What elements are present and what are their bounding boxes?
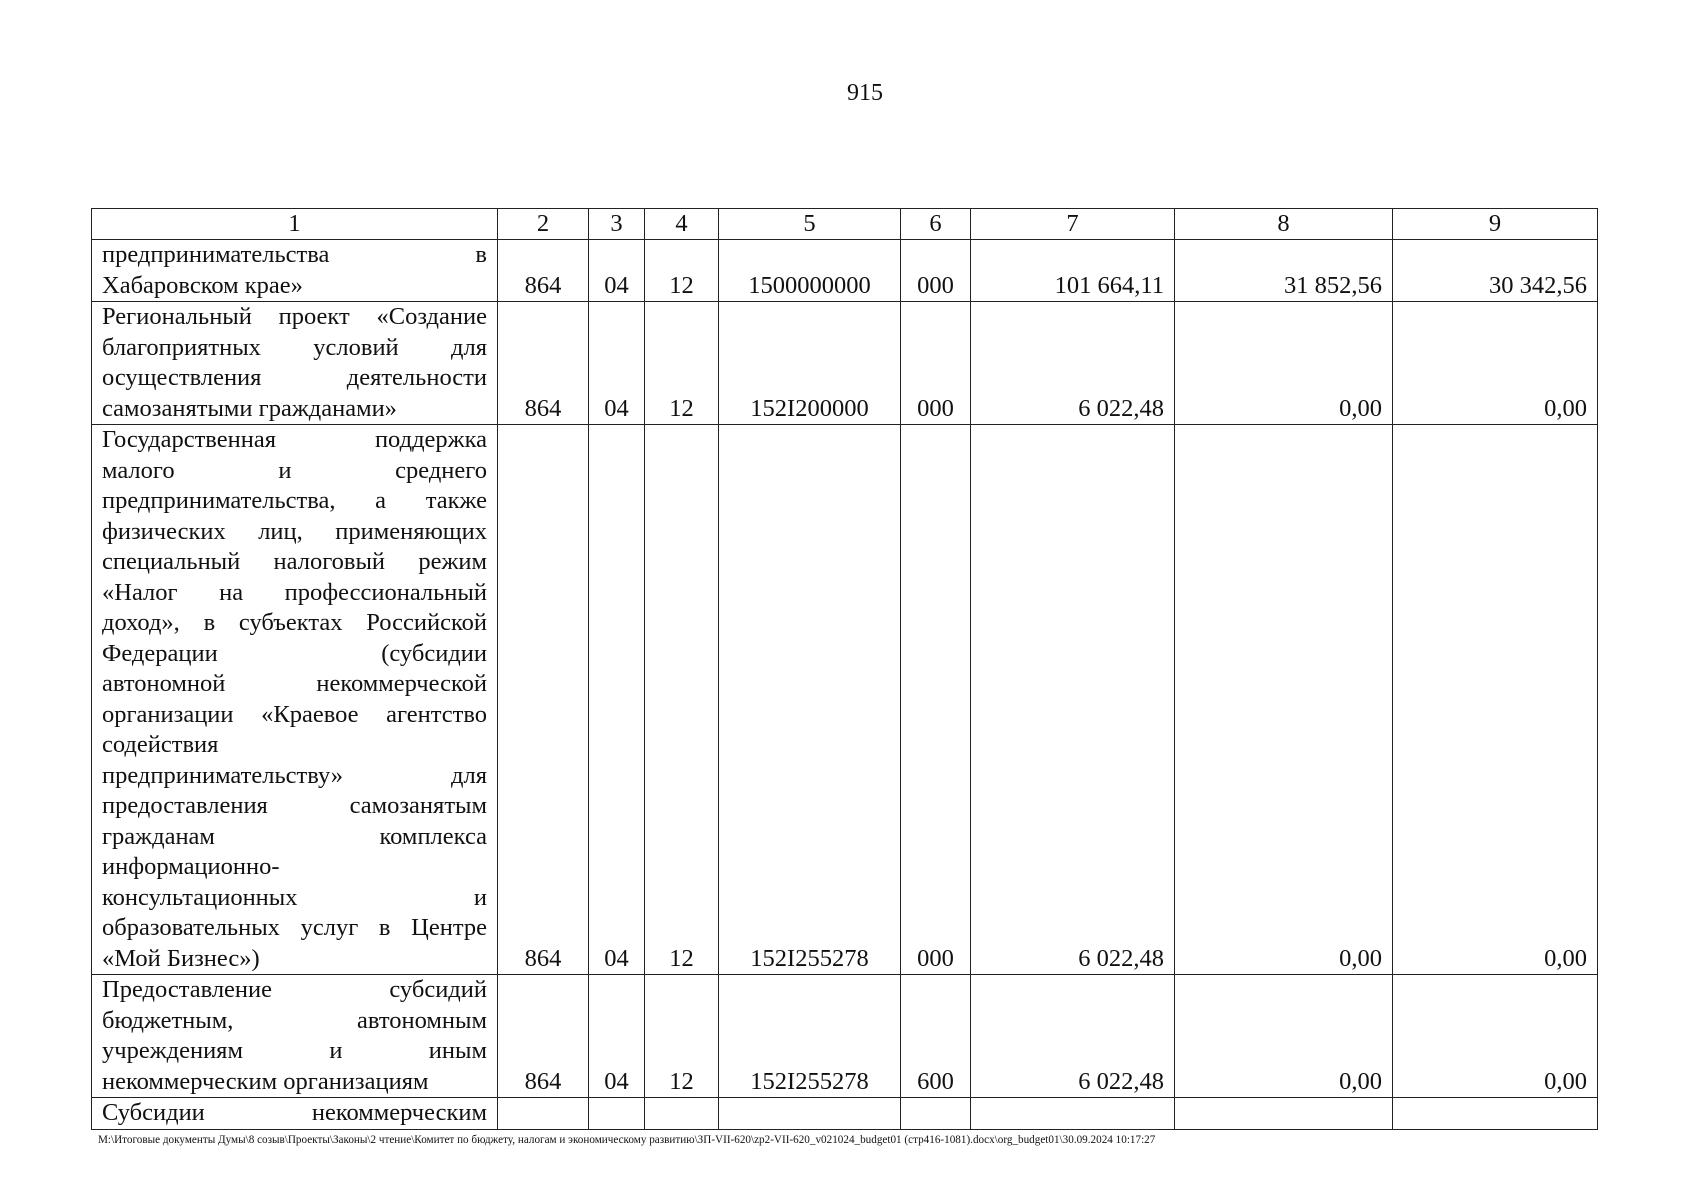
cell-section: 04 [589, 975, 645, 1098]
cell-amount-col8: 0,00 [1175, 425, 1393, 975]
description-line: Предоставление субсидий [102, 976, 487, 1003]
cell-amount-col8: 0,00 [1175, 975, 1393, 1098]
description-line: предпринимательству» для [102, 761, 487, 789]
budget-table [91, 208, 1598, 1130]
cell-section: 04 [589, 240, 645, 302]
cell-subsection: 12 [645, 425, 719, 975]
description-line: информационно- [102, 853, 280, 880]
row-description [92, 425, 498, 975]
cell-ministry-code: 864 [498, 302, 589, 425]
cell-expense-type: 600 [901, 975, 971, 1098]
table-row [92, 302, 1598, 425]
cell-ministry-code [498, 1098, 589, 1130]
description-line: автономной некоммерческой [102, 670, 487, 697]
table-row [92, 425, 1598, 975]
header-row [92, 209, 1598, 240]
cell-amount-col9 [1393, 1098, 1598, 1130]
description-line: предпринимательства, а также [102, 487, 487, 514]
header-col-3: 3 [589, 209, 645, 240]
header-col-6: 6 [901, 209, 971, 240]
description-line: Федерации (субсидии [102, 639, 487, 667]
description-line: Региональный проект «Создание [102, 303, 487, 330]
cell-amount-col9: 30 342,56 [1393, 240, 1598, 302]
header-col-5: 5 [719, 209, 901, 240]
cell-amount-col9: 0,00 [1393, 302, 1598, 425]
description-line: Государственная поддержка [102, 426, 487, 453]
page-number: 915 [847, 80, 883, 106]
cell-subsection: 12 [645, 975, 719, 1098]
cell-subsection: 12 [645, 302, 719, 425]
description-line: Хабаровском крае» [102, 271, 303, 299]
cell-amount-col9: 0,00 [1393, 975, 1598, 1098]
cell-target-article [719, 1098, 901, 1130]
cell-section: 04 [589, 302, 645, 425]
cell-amount-col9: 0,00 [1393, 425, 1598, 975]
cell-expense-type: 000 [901, 302, 971, 425]
cell-subsection: 12 [645, 240, 719, 302]
cell-ministry-code: 864 [498, 975, 589, 1098]
description-line: образовательных услуг в Центре [102, 914, 487, 941]
description-line: самозанятыми гражданами» [102, 394, 397, 422]
cell-amount-col7: 6 022,48 [971, 302, 1175, 425]
description-line: специальный налоговый режим [102, 548, 487, 575]
cell-amount-col7: 6 022,48 [971, 975, 1175, 1098]
cell-expense-type [901, 1098, 971, 1130]
description-line: благоприятных условий для [102, 333, 487, 361]
footer-file-path: M:\Итоговые документы Думы\8 созыв\Проекты\Законы\2 чтение\Комитет по бюджету, налогам и экономическому развитию\ЗП-VII-620\zp2-VII-620_v021024_budget01 (стр416-1081).docx\org_budget01\30.09.2024 10:17:27 [98, 1132, 1156, 1146]
description-line: предпринимательства в [102, 241, 487, 268]
cell-subsection [645, 1098, 719, 1130]
description-line: организации «Краевое агентство [102, 700, 487, 728]
description-line: осуществления деятельности [102, 364, 487, 391]
description-line: содействия [102, 731, 219, 758]
cell-ministry-code: 864 [498, 425, 589, 975]
header-col-1: 1 [92, 209, 498, 240]
description-line: бюджетным, автономным [102, 1006, 487, 1034]
description-line: доход», в субъектах Российской [102, 609, 487, 636]
description-line: некоммерческим организациям [102, 1067, 429, 1095]
description-line: учреждениям и иным [102, 1037, 487, 1064]
header-col-8: 8 [1175, 209, 1393, 240]
cell-amount-col8: 0,00 [1175, 302, 1393, 425]
description-line: «Мой Бизнес») [102, 944, 260, 972]
cell-target-article: 1500000000 [719, 240, 901, 302]
cell-amount-col7 [971, 1098, 1175, 1130]
cell-target-article: 152I200000 [719, 302, 901, 425]
cell-amount-col8: 31 852,56 [1175, 240, 1393, 302]
cell-amount-col7: 6 022,48 [971, 425, 1175, 975]
description-line: физических лиц, применяющих [102, 517, 487, 545]
cell-section: 04 [589, 425, 645, 975]
table-row [92, 240, 1598, 302]
header-col-2: 2 [498, 209, 589, 240]
description-line: «Налог на профессиональный [102, 578, 487, 606]
row-description [92, 302, 498, 425]
cell-amount-col8 [1175, 1098, 1393, 1130]
description-line: предоставления самозанятым [102, 792, 487, 819]
description-line: Субсидии некоммерческим [102, 1099, 487, 1126]
header-col-7: 7 [971, 209, 1175, 240]
row-description [92, 1098, 498, 1130]
cell-amount-col7: 101 664,11 [971, 240, 1175, 302]
header-col-4: 4 [645, 209, 719, 240]
table-row [92, 1098, 1598, 1130]
cell-target-article: 152I255278 [719, 975, 901, 1098]
row-description [92, 240, 498, 302]
description-line: гражданам комплекса [102, 822, 487, 850]
header-col-9: 9 [1393, 209, 1598, 240]
description-line: малого и среднего [102, 456, 487, 484]
cell-ministry-code: 864 [498, 240, 589, 302]
cell-expense-type: 000 [901, 425, 971, 975]
table-row [92, 975, 1598, 1098]
cell-section [589, 1098, 645, 1130]
cell-expense-type: 000 [901, 240, 971, 302]
row-description [92, 975, 498, 1098]
description-line: консультационных и [102, 883, 487, 911]
cell-target-article: 152I255278 [719, 425, 901, 975]
